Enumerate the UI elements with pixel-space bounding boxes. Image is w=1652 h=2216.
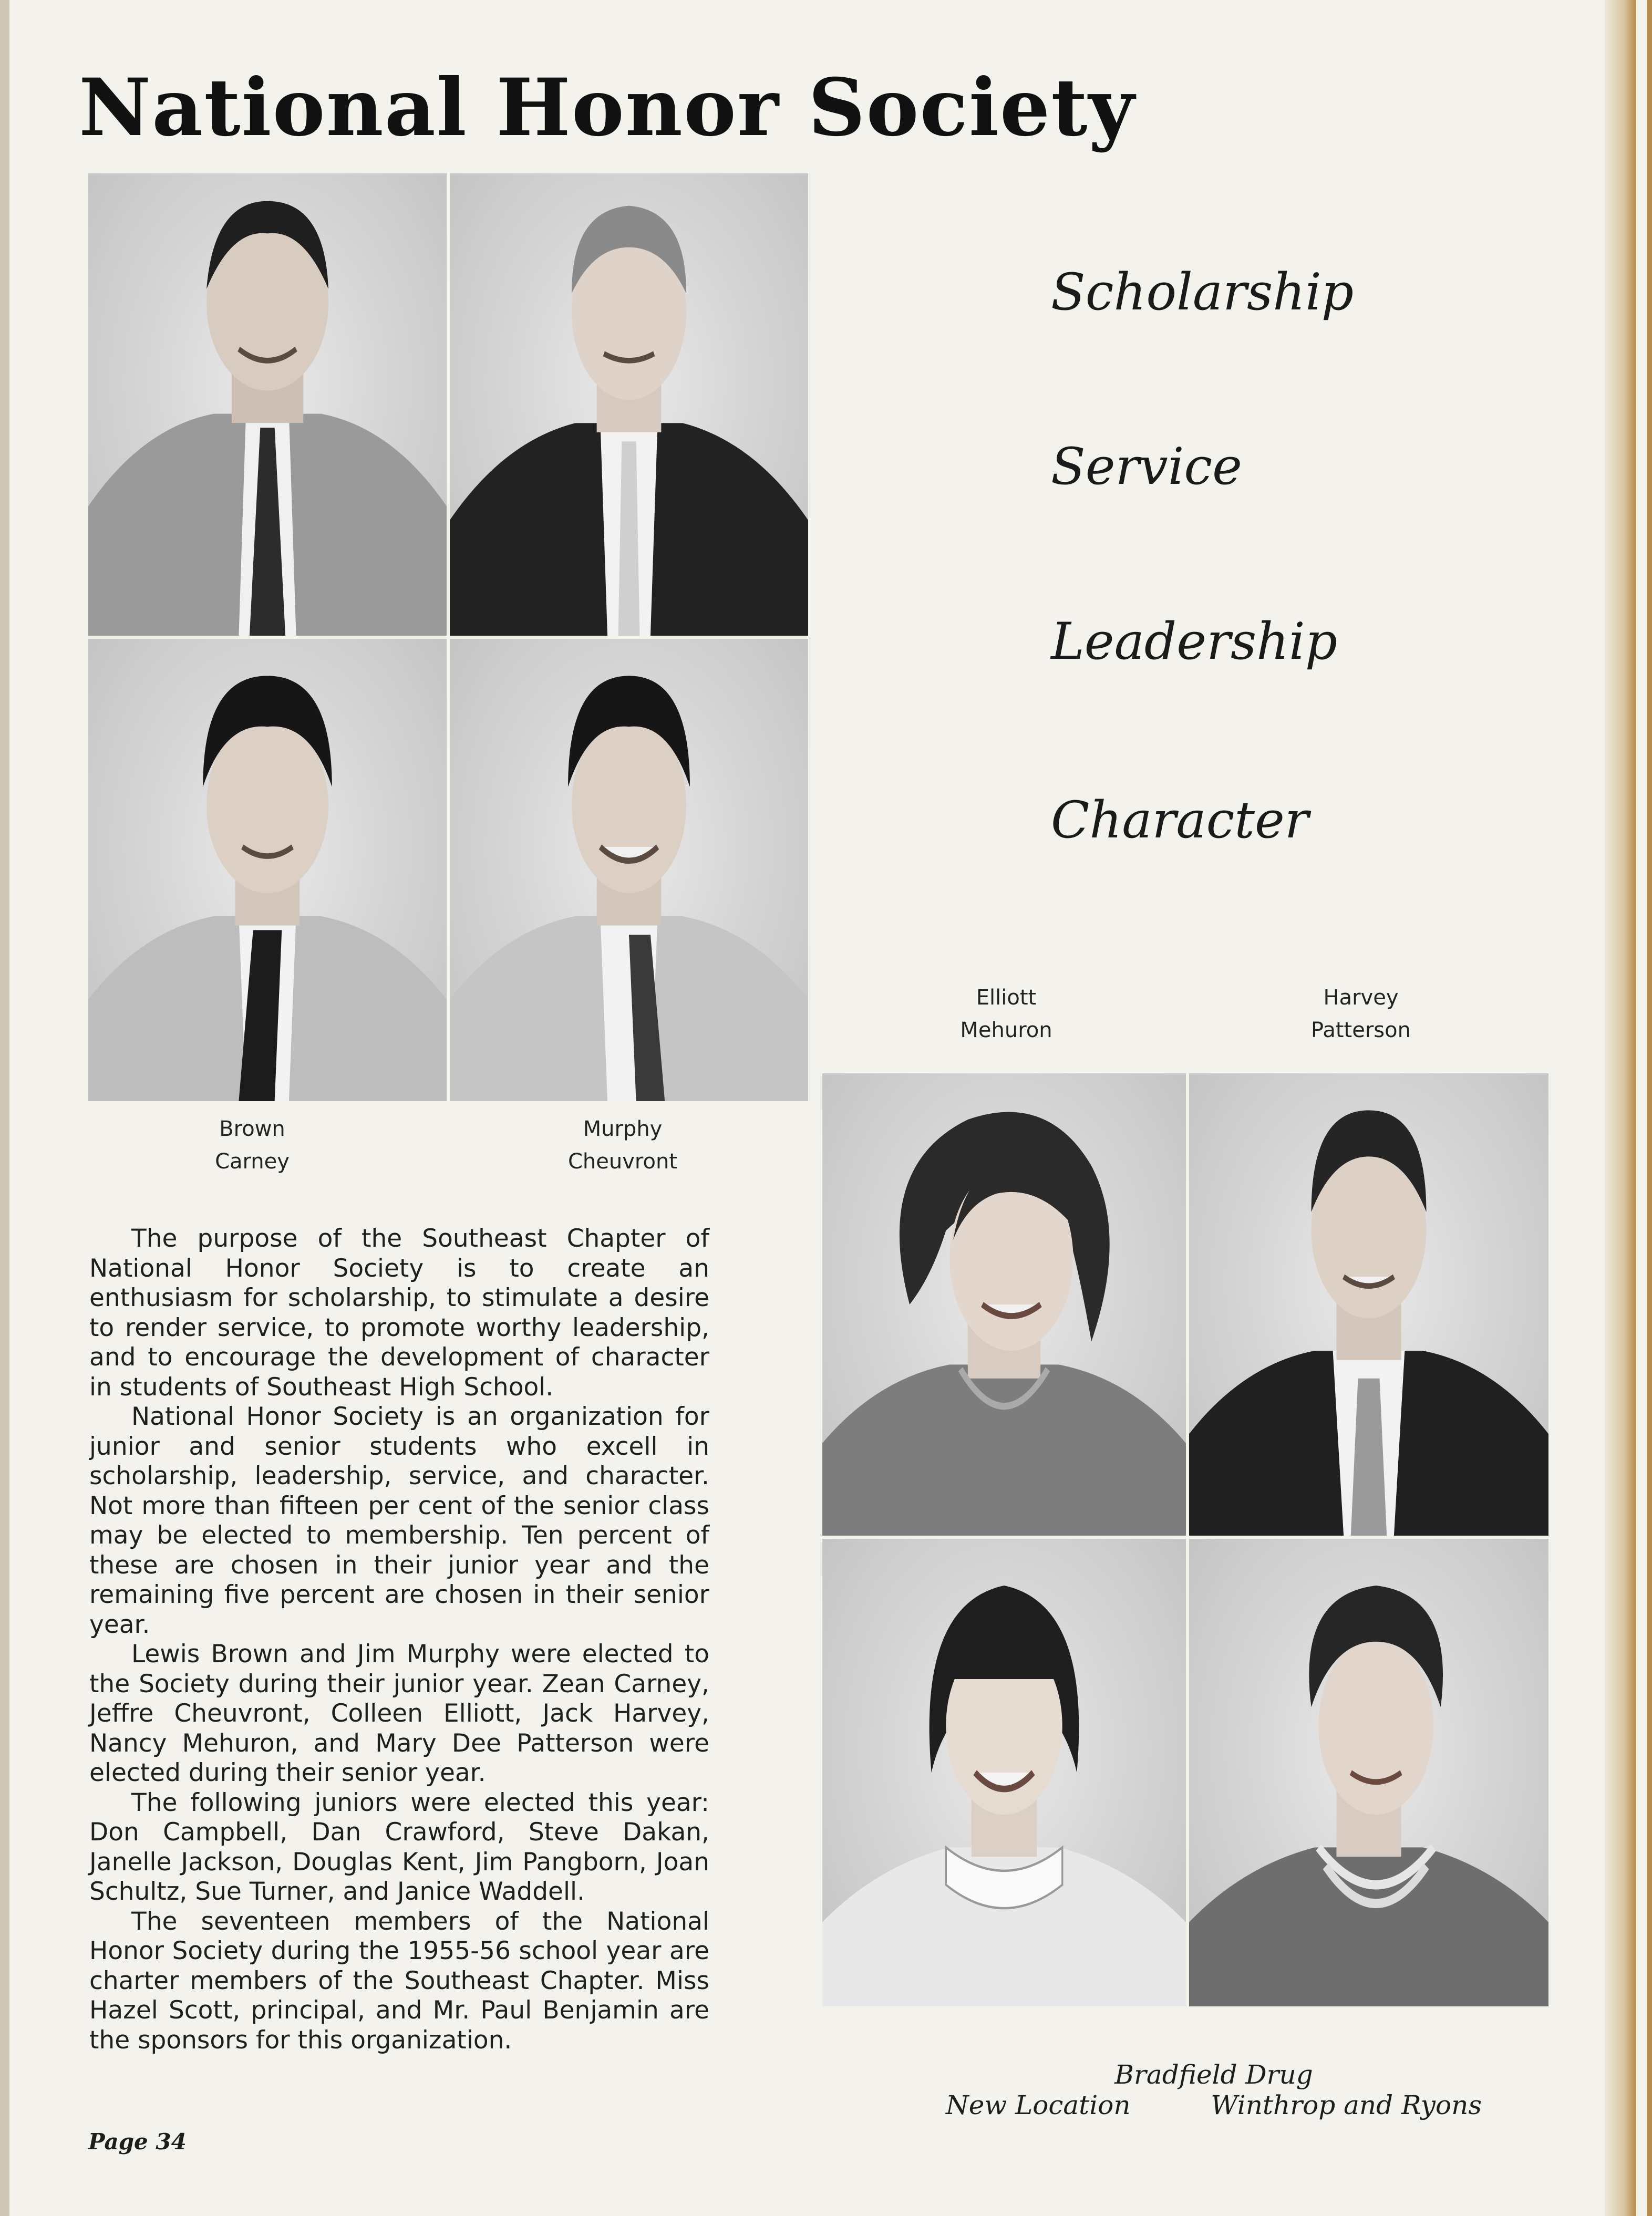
- paragraph: Lewis Brown and Jim Murphy were elected to the Society during their junior year. Zean Carney, Jeffre Cheuvront, Colleen Elliott, Jack Harvey, Nancy Mehuron, and Mary Dee Patterson were elected during their senior year.: [89, 1640, 709, 1787]
- caption-line: Harvey: [1323, 986, 1399, 1010]
- motto-leadership: Leadership: [1051, 612, 1338, 671]
- portrait-photo: [88, 173, 447, 636]
- page-number: Page 34: [88, 2129, 187, 2155]
- paragraph: National Honor Society is an organization for junior and senior students who excell in scholarship, leadership, service, and character. Not more than fifteen per cent of the senior class may be elected to membership. Ten percent of these are chosen in their junior year and the remaining five percent are chosen in their senior year.: [89, 1402, 709, 1639]
- page-binding: [1605, 0, 1636, 2216]
- portrait-photo: [88, 639, 447, 1101]
- paragraph: The following juniors were elected this year: Don Campbell, Dan Crawford, Steve Dakan, Janelle Jackson, Douglas Kent, Jim Pangborn, Joan Schultz, Sue Turner, and Janice Waddell.: [89, 1788, 709, 1906]
- paragraph: The purpose of the Southeast Chapter of National Honor Society is to create an enthusiasm for scholarship, to stimulate a desire to render service, to promote worthy leadership, and to encourage the development of character in students of Southeast High School.: [89, 1224, 709, 1402]
- caption-line: Patterson: [1311, 1018, 1411, 1042]
- motto-character: Character: [1051, 791, 1309, 850]
- page-title: National Honor Society: [79, 61, 1135, 154]
- caption-line: Brown: [219, 1117, 285, 1141]
- caption-harvey-patterson: [1282, 981, 1440, 1047]
- portrait-photo: [1189, 1073, 1548, 1536]
- caption-murphy-cheuvront: [544, 1113, 701, 1178]
- ad-name: Bradfield Drug: [1114, 2059, 1313, 2090]
- portrait-photo: [822, 1073, 1186, 1536]
- ad-location: New Location: [946, 2090, 1131, 2120]
- portrait-photo: [822, 1539, 1186, 2006]
- portrait-photo: [1189, 1539, 1548, 2006]
- caption-line: Elliott: [976, 986, 1037, 1010]
- caption-line: Murphy: [583, 1117, 663, 1141]
- caption-line: Carney: [215, 1150, 290, 1174]
- paragraph: The seventeen members of the National Honor Society during the 1955-56 school year are charter members of the Southeast Chapter. Miss Hazel Scott, principal, and Mr. Paul Benjamin are the sponsors for this organization.: [89, 1907, 709, 2055]
- advertisement: [946, 2059, 1482, 2120]
- portrait-photo: [450, 639, 808, 1101]
- caption-elliott-mehuron: [927, 981, 1085, 1047]
- motto-scholarship: Scholarship: [1051, 263, 1354, 322]
- motto-service: Service: [1051, 437, 1242, 496]
- caption-brown-carney: [173, 1113, 331, 1178]
- ad-address: Winthrop and Ryons: [1211, 2090, 1482, 2120]
- caption-line: Cheuvront: [568, 1150, 677, 1174]
- portrait-photo: [450, 173, 808, 636]
- article-body: [89, 1224, 709, 2055]
- caption-line: Mehuron: [960, 1018, 1052, 1042]
